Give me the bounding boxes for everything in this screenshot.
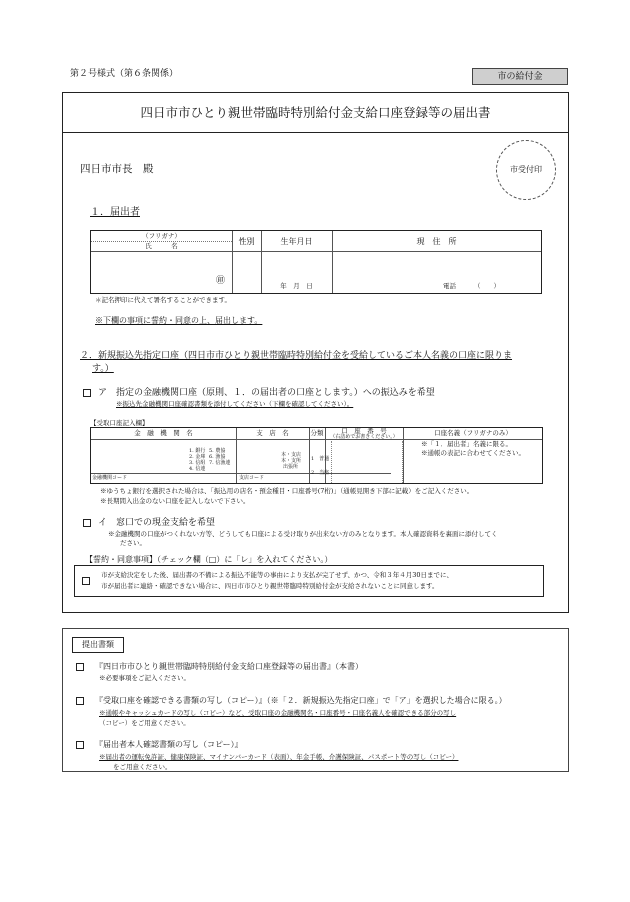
account-no-header: 口 座 番 号 <box>341 427 387 435</box>
consent-note: ※下欄の事項に誓約・同意の上、届出します。 <box>95 316 263 325</box>
branch-type-2: 本・支所 <box>281 458 302 464</box>
doc2-title: 『受取口座を確認できる書類の写し（コピー）』（※「２．新規振込先指定口座」で「ア」を選択した場合に限る。） <box>95 696 507 705</box>
bank-type-1: 1. 銀行 <box>189 448 206 454</box>
address-input[interactable] <box>334 253 540 279</box>
doc3-checkbox[interactable] <box>76 741 84 749</box>
account-type-1: 1 普通 <box>311 456 330 462</box>
doc3-title: 『届出者本人確認書類の写し（コピー）』 <box>95 740 243 749</box>
account-number-input[interactable] <box>331 441 403 483</box>
documents-heading: 提出書類 <box>72 637 124 653</box>
phone-field[interactable]: （ ） <box>474 282 500 290</box>
doc2-note-2: （コピー）をご用意ください。 <box>99 719 190 727</box>
bank-type-6: 6. 漁協 <box>209 454 226 460</box>
account-table <box>90 427 543 484</box>
post-bank-note: ※ゆうちょ銀行を選択された場合は、「振込用の店名・預金種目・口座番号(7桁)」（通帳見開き下部に記載）をご記入ください。 <box>100 487 474 495</box>
option-a-checkbox[interactable] <box>83 389 91 397</box>
account-type-2: 2 当座 <box>311 470 330 476</box>
option-a-label: ア 指定の金融機関口座（原則、１．の届出者の口座とします。）への振込みを希望 <box>98 388 435 398</box>
branch-code-label: 支店コード <box>239 475 265 481</box>
holder-header: 口座名義（フリガナのみ） <box>434 429 512 437</box>
office-label: 市の給付金 <box>472 68 568 85</box>
option-b-checkbox[interactable] <box>83 519 91 527</box>
pledge-checkbox[interactable] <box>82 577 90 585</box>
account-no-subnote: （右詰めでお書きください。） <box>330 434 398 440</box>
section1-heading: １．届出者 <box>90 207 140 218</box>
option-a-note: ※振込先金融機関口座確認書類を添付してください（下欄を確認してください）。 <box>116 400 354 408</box>
doc1-note: ※必要事項をご記入ください。 <box>99 674 190 682</box>
holder-note-1: ※「１．届出者」名義に限る。 <box>421 440 512 448</box>
holder-note-2: ※通帳の表記に合わせてください。 <box>421 449 525 457</box>
section2-heading-1: ２．新規振込先指定口座（四日市市ひとり親世帯臨時特別給付金を受給しているご本人名義の口座に限りま <box>80 351 513 361</box>
gender-label: 性別 <box>238 237 255 246</box>
birthdate-label: 生年月日 <box>280 237 313 246</box>
pledge-text-1: 市が支給決定をした後、届出書の不備による振込不能等の事由により支払が完了せず、かつ、令和３年４月30日までに、 <box>101 571 453 579</box>
branch-name-input[interactable] <box>238 441 278 471</box>
reception-stamp-area <box>496 140 556 200</box>
doc2-note-1: ※通帳やキャッシュカードの写し（コピー）など、受取口座の金融機関名・口座番号・口座名義人を確認できる部分の写し <box>99 709 457 717</box>
branch-type-1: 本・支店 <box>281 452 302 458</box>
option-b-note-2: ださい。 <box>120 539 146 547</box>
applicant-table <box>90 230 542 294</box>
address-label: 現 住 所 <box>416 237 457 246</box>
name-label: 氏 名 <box>145 242 178 250</box>
branch-header: 支 店 名 <box>256 429 289 437</box>
phone-label: 電話 <box>443 282 456 290</box>
pledge-box <box>74 565 544 597</box>
account-box-title: 【受取口座記入欄】 <box>90 419 149 427</box>
doc3-note-1: ※届出者の運転免許証、健康保険証、マイナンバーカード（表面）、年金手帳、介護保険証、パスポート等の写し（コピー） <box>99 753 459 761</box>
addressee: 四日市市長 殿 <box>80 163 154 175</box>
name-input[interactable] <box>93 271 229 291</box>
dormant-account-note: ※長期間入出金のない口座を記入しないで下さい。 <box>100 497 250 505</box>
pledge-heading: 【誓約・同意事項】（チェック欄（□）に「レ」を入れてください。） <box>85 555 333 564</box>
form-number: 第２号様式（第６条関係） <box>70 69 179 79</box>
birthdate-field[interactable]: 年 月 日 <box>280 282 313 290</box>
seal-mark: ㊞ <box>216 276 226 286</box>
seal-note: ＊記名押印に代えて署名することができます。 <box>95 296 231 304</box>
furigana-label: （フリガナ） <box>142 232 181 240</box>
pledge-text-2: 市が届出者に連絡・確認できない場合に、四日市市ひとり親世帯臨時特別給付金が支給されないことに同意します。 <box>101 582 439 590</box>
bank-name-header: 金 融 機 関 名 <box>134 429 193 437</box>
bank-type-2: 2. 金庫 <box>189 454 206 460</box>
bank-type-4: 4. 信連 <box>189 466 206 472</box>
bank-type-7: 7. 信漁連 <box>209 460 231 466</box>
doc1-checkbox[interactable] <box>76 663 84 671</box>
title-divider <box>62 132 569 133</box>
branch-type-3: 出張所 <box>283 464 299 470</box>
furigana-input[interactable] <box>93 255 229 270</box>
option-b-label: イ 窓口での現金支給を希望 <box>98 518 216 528</box>
form-title: 四日市市ひとり親世帯臨時特別給付金支給口座登録等の届出書 <box>140 105 491 120</box>
doc1-title: 『四日市市ひとり親世帯臨時特別給付金支給口座登録等の届出書』（本書） <box>95 662 363 671</box>
bank-code-label: 金融機関コード <box>92 475 128 481</box>
holder-name-input[interactable] <box>405 460 541 482</box>
bank-type-3: 3. 信組 <box>189 460 206 466</box>
doc3-note-2: をご用意ください。 <box>113 763 172 771</box>
option-b-note-1: ※金融機関の口座がつくれない方等、どうしても口座による受け取りが出来ない方のみとなります。本人確認資料を裏面に添付してく <box>108 530 498 538</box>
doc2-checkbox[interactable] <box>76 697 84 705</box>
section2-heading-2: す。） <box>92 364 114 374</box>
bank-type-5: 5. 農協 <box>209 448 226 454</box>
type-header: 分類 <box>310 429 324 437</box>
gender-input[interactable] <box>233 253 260 293</box>
stamp-label: 市受付印 <box>510 165 542 174</box>
bank-name-input[interactable] <box>93 441 185 471</box>
